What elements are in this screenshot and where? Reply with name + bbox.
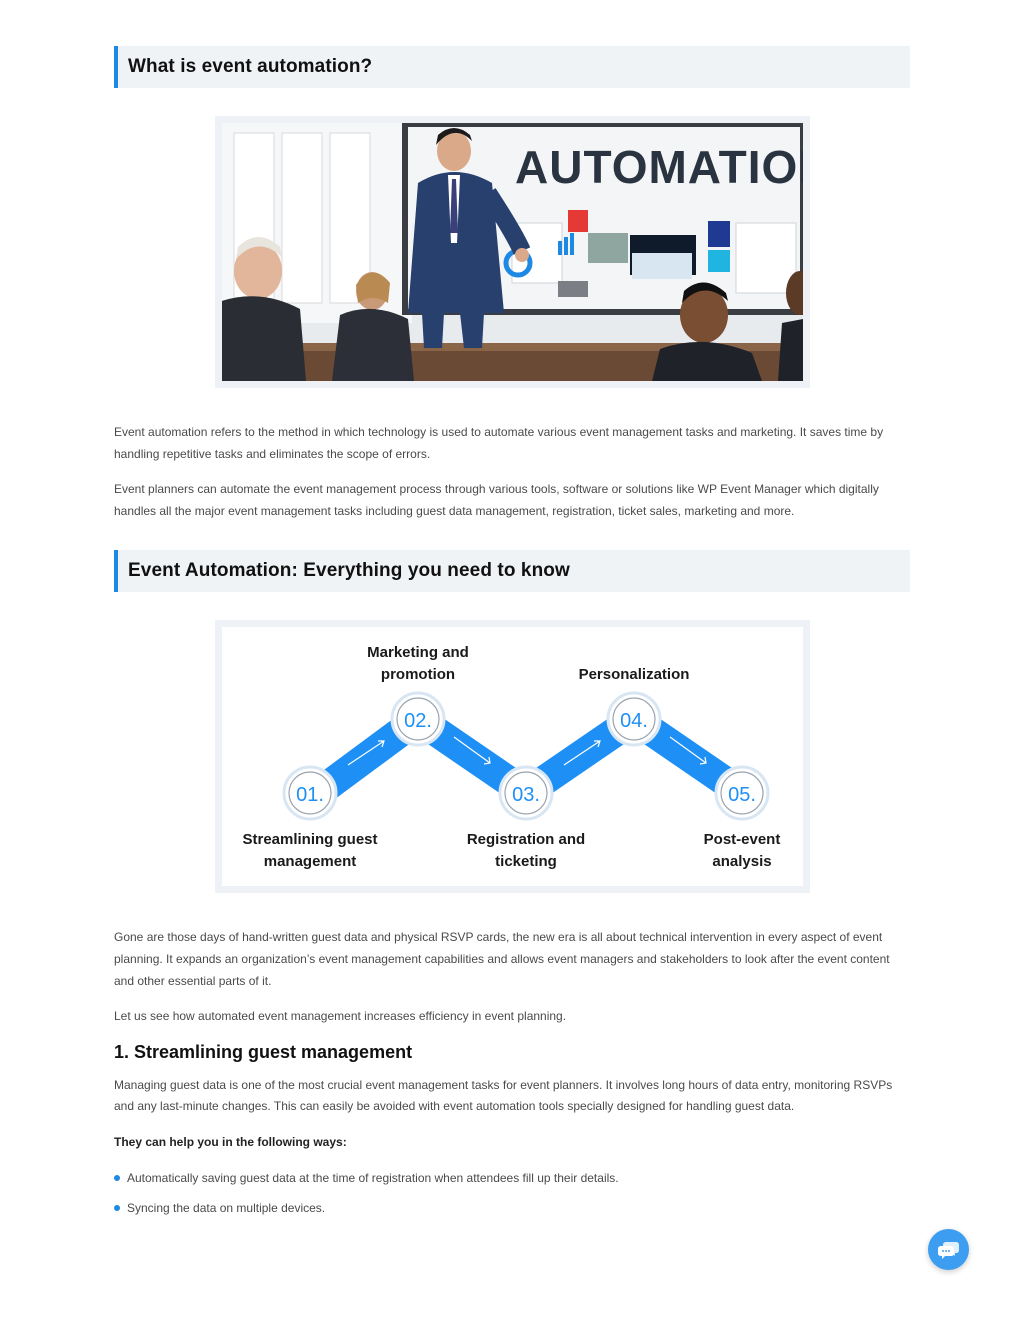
- step-label: Post-event: [703, 831, 780, 849]
- paragraph: Managing guest data is one of the most crucial event management tasks for event planners. It involves long hours of data entry, monitoring RSVPs and any last-minute changes. This can easily be avoided with event automation tools specially designed for handling guest data.: [114, 1077, 893, 1114]
- step-number: 05.: [727, 784, 756, 807]
- chat-bubble-icon: [938, 1240, 960, 1260]
- paragraph: Gone are those days of hand-written guest data and physical RSVP cards, the new era is all about technical intervention in every aspect of event planning. It expands an organization’s event management capabilities and allows event managers and stakeholders to look after the event content and other essential parts of it.: [114, 930, 890, 988]
- steps-diagram-frame: [215, 620, 810, 893]
- step-circle-1: [284, 767, 336, 819]
- steps-diagram: [222, 627, 803, 886]
- article-content: [114, 46, 910, 1228]
- step-circle-2: [392, 693, 444, 745]
- list-item: [114, 1168, 910, 1188]
- chat-button[interactable]: [928, 1229, 969, 1270]
- step-number: 02.: [403, 710, 432, 733]
- lead-text: They can help you in the following ways:: [114, 1134, 347, 1149]
- bullet-list: [114, 1168, 910, 1218]
- bullet-dot-icon: [114, 1175, 120, 1181]
- step-number: 04.: [619, 710, 648, 733]
- step-label: Personalization: [578, 666, 689, 684]
- automation-image: [222, 123, 803, 381]
- paragraph: Event automation refers to the method in which technology is used to automate various event management tasks and marketing. It saves time by handling repetitive tasks and eliminates the scope of errors.: [114, 425, 884, 461]
- list-item-text: Automatically saving guest data at the time of registration when attendees fill up their details.: [127, 1170, 619, 1185]
- bullet-dot-icon: [114, 1205, 120, 1211]
- subheading-streamlining: 1. Streamlining guest management: [114, 1041, 413, 1062]
- step-label: Streamlining guest: [241, 831, 378, 849]
- list-item-text: Syncing the data on multiple devices.: [127, 1200, 326, 1215]
- step-label: Marketing and: [366, 644, 469, 662]
- automation-image-frame: [215, 116, 810, 388]
- section-heading-text: What is event automation?: [128, 56, 373, 77]
- section-heading-what-is: [114, 46, 910, 88]
- section-heading-text: Event Automation: Everything you need to know: [128, 560, 570, 582]
- step-number: 03.: [511, 784, 540, 807]
- automation-banner-text: AUTOMATION: [514, 141, 803, 193]
- paragraph: Event planners can automate the event management process through various tools, software or solutions like WP Event Manager which digitally handles all the major event management tasks including guest data management, registration, ticket sales, marketing and more.: [114, 482, 879, 518]
- step-circle-5: [716, 767, 768, 819]
- step-circle-3: [500, 767, 552, 819]
- section-heading-everything: [114, 550, 910, 592]
- step-label: analysis: [711, 853, 772, 871]
- step-label: Registration and: [466, 831, 585, 849]
- step-label: management: [263, 853, 356, 871]
- paragraph: Let us see how automated event management increases efficiency in event planning.: [114, 1009, 567, 1024]
- step-circle-4: [608, 693, 660, 745]
- step-label: promotion: [380, 666, 455, 684]
- list-item: [114, 1198, 910, 1218]
- step-label: ticketing: [494, 853, 557, 871]
- step-number: 01.: [295, 784, 324, 807]
